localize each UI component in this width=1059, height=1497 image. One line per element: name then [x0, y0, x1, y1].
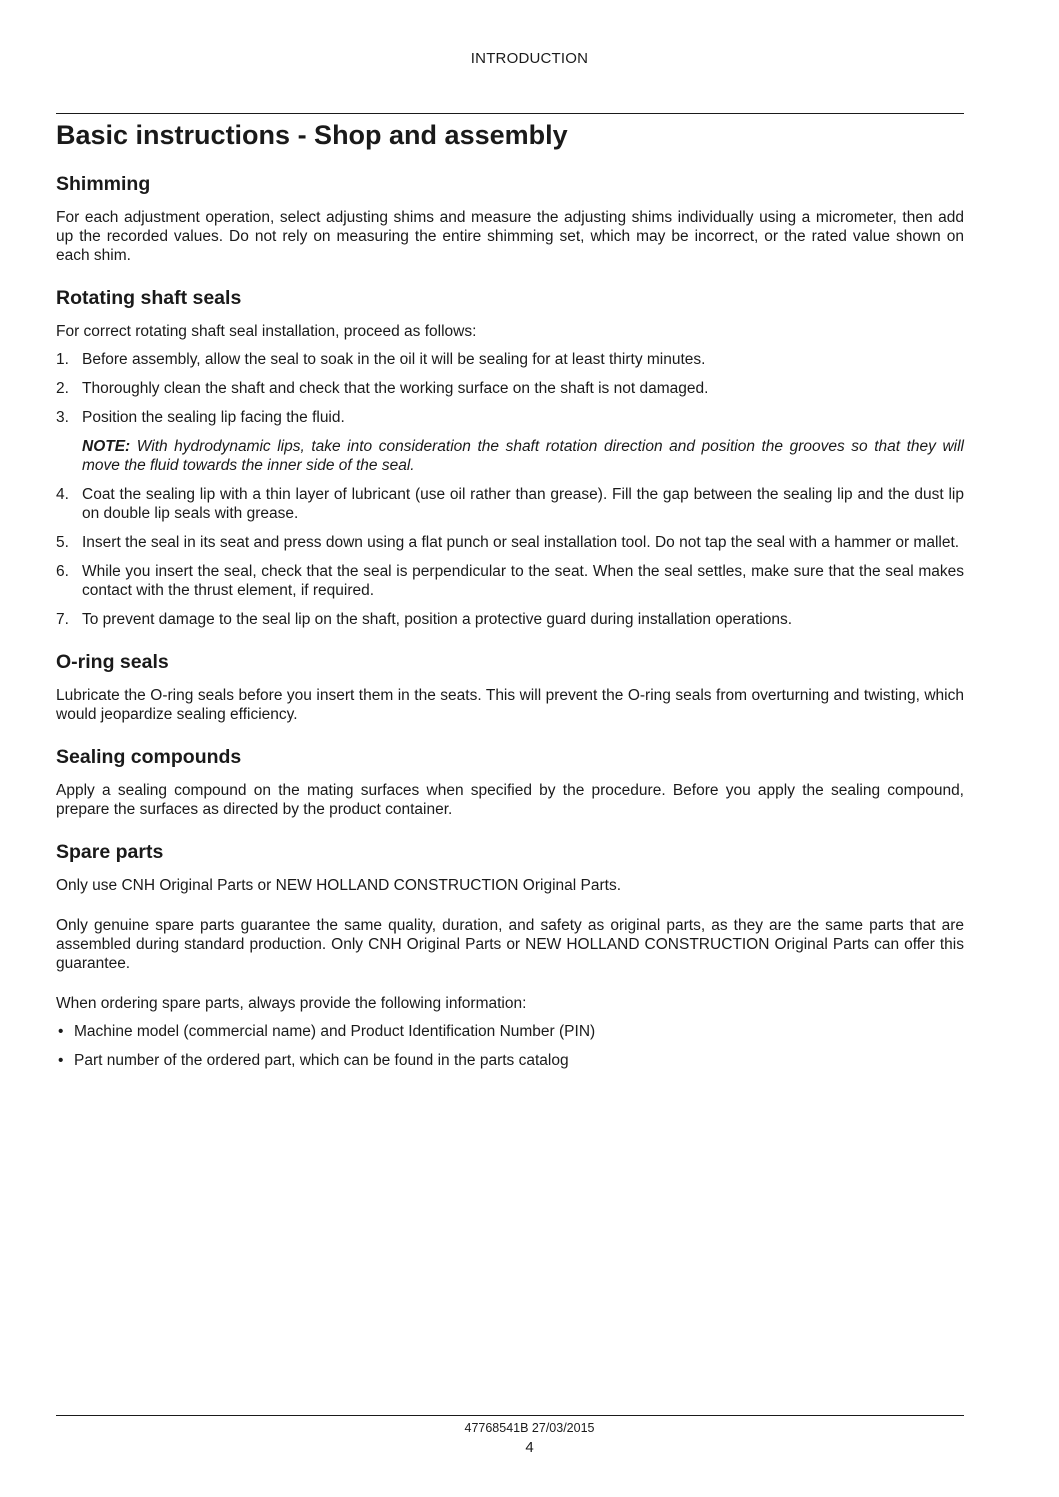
heading-rotating-shaft-seals: Rotating shaft seals [56, 287, 242, 309]
bullet-icon: • [58, 1052, 64, 1069]
list-item: 2. Thoroughly clean the shaft and check that the working surface on the shaft is not damaged. [56, 380, 709, 397]
note-label: NOTE: [82, 438, 131, 455]
footer-rule [56, 1415, 964, 1416]
document-reference: 47768541B 27/03/2015 [464, 1421, 595, 1435]
heading-o-ring-seals: O-ring seals [56, 651, 169, 673]
heading-spare-parts: Spare parts [56, 841, 164, 863]
rotating-steps-list [56, 350, 964, 629]
list-item: • Machine model (commercial name) and Product Identification Number (PIN) [58, 1023, 596, 1040]
spare-para-1: Only use CNH Original Parts or NEW HOLLAND CONSTRUCTION Original Parts. [56, 877, 622, 894]
spare-para-3: When ordering spare parts, always provide the following information: [56, 995, 527, 1012]
spare-info-list [56, 1022, 964, 1070]
list-item: 1. Before assembly, allow the seal to soak in the oil it will be sealing for at least thirty minutes. [56, 351, 706, 368]
list-item: 7. To prevent damage to the seal lip on the shaft, position a protective guard during installation operations. [56, 611, 793, 628]
note-text: With hydrodynamic lips, take into consideration the shaft rotation direction and position the grooves so that they will move the fluid towards the inner side of the seal. [82, 438, 964, 474]
note-hydrodynamic-lips [56, 437, 964, 475]
page-content [56, 118, 964, 1080]
page-number: 4 [525, 1439, 534, 1456]
page-title: Basic instructions - Shop and assembly [56, 120, 568, 150]
compounds-body: Apply a sealing compound on the mating surfaces when specified by the procedure. Before you apply the sealing compound, prepare the surfaces as directed by the product container. [56, 782, 964, 818]
list-item: 6. While you insert the seal, check that the seal is perpendicular to the seat. When the seal settles, make sure that the seal makes contact with the thrust element, if required. [56, 563, 964, 599]
header-rule [56, 113, 964, 114]
list-item: 5. Insert the seal in its seat and press down using a flat punch or seal installation tool. Do not tap the seal with a hammer or mallet. [56, 534, 960, 551]
oring-body: Lubricate the O-ring seals before you insert them in the seats. This will prevent the O-ring seals from overturning and twisting, which would jeopardize sealing efficiency. [56, 687, 964, 723]
running-header: INTRODUCTION [470, 50, 589, 67]
bullet-icon: • [58, 1023, 64, 1040]
heading-sealing-compounds: Sealing compounds [56, 746, 242, 768]
list-item: 4. Coat the sealing lip with a thin layer of lubricant (use oil rather than grease). Fill the gap between the sealing lip and the dust lip on double lip seals with grease. [56, 486, 964, 522]
list-item: 3. Position the sealing lip facing the fluid. [56, 409, 345, 426]
spare-para-2: Only genuine spare parts guarantee the same quality, duration, and safety as original parts, as they are the same parts that are assembled during standard production. Only CNH Original Parts or NEW HOLLAND CONSTRUCTION Original Parts can offer this guarantee. [56, 917, 964, 972]
shimming-body: For each adjustment operation, select adjusting shims and measure the adjusting shims individually using a micrometer, then add up the recorded values. Do not rely on measuring the entire shimming set, which may be incorrect, or the rated value shown on each shim. [56, 209, 964, 264]
heading-shimming: Shimming [56, 173, 151, 195]
rotating-intro: For correct rotating shaft seal installation, proceed as follows: [56, 323, 477, 340]
list-item: • Part number of the ordered part, which can be found in the parts catalog [58, 1052, 569, 1069]
